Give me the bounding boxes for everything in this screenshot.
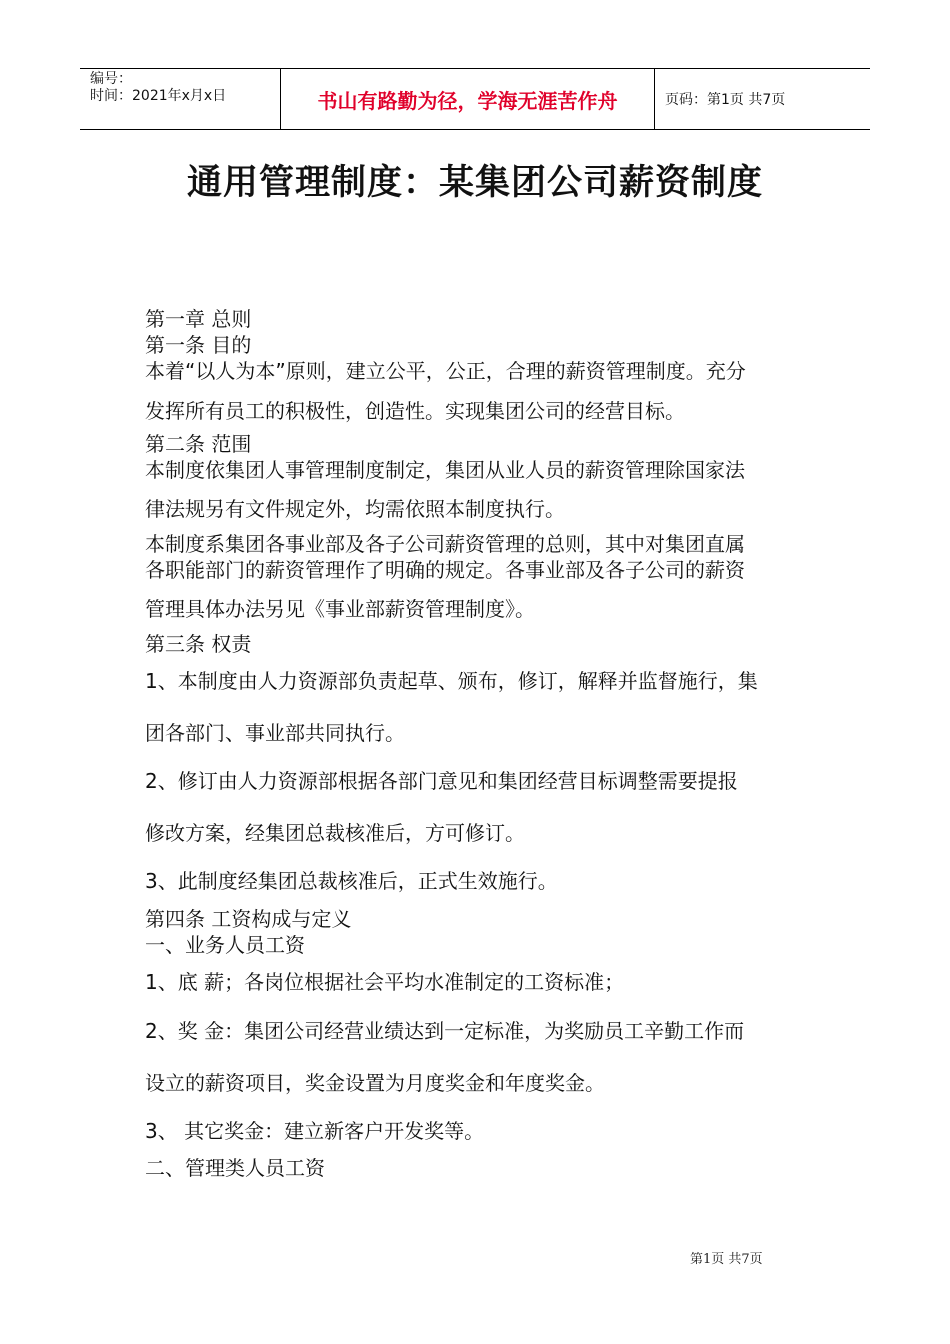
- article-heading: 第三条 权责: [145, 632, 252, 656]
- header-meta-cell: [80, 69, 281, 129]
- paragraph-line: 发挥所有员工的积极性，创造性。实现集团公司的经营目标。: [145, 399, 685, 423]
- page-footer: 第1页 共7页: [690, 1252, 763, 1267]
- date-label: 时间：2021年x月x日: [90, 88, 227, 104]
- list-item: 1、本制度由人力资源部负责起草、颁布，修订，解释并监督施行，集: [145, 669, 758, 693]
- header-motto: 书山有路勤为径，学海无涯苦作舟: [281, 69, 655, 129]
- article-heading: 第二条 范围: [145, 432, 252, 456]
- document-header: [80, 68, 870, 130]
- list-item-continuation: 团各部门、事业部共同执行。: [145, 721, 405, 745]
- article-heading: 第四条 工资构成与定义: [145, 907, 352, 931]
- paragraph-line: 律法规另有文件规定外，均需依照本制度执行。: [145, 497, 565, 521]
- paragraph-line: 本制度依集团人事管理制度制定，集团从业人员的薪资管理除国家法: [145, 458, 745, 482]
- section-heading: 一、业务人员工资: [145, 933, 305, 957]
- list-item-continuation: 设立的薪资项目，奖金设置为月度奖金和年度奖金。: [145, 1071, 605, 1095]
- paragraph-line: 管理具体办法另见《事业部薪资管理制度》。: [145, 597, 535, 621]
- list-item: 2、修订由人力资源部根据各部门意见和集团经营目标调整需要提报: [145, 769, 738, 793]
- article-heading: 第一条 目的: [145, 333, 252, 357]
- paragraph-line: 本着“以人为本”原则，建立公平，公正，合理的薪资管理制度。充分: [145, 359, 746, 383]
- list-item: 3、 其它奖金：建立新客户开发奖等。: [145, 1119, 485, 1143]
- paragraph-line: 各职能部门的薪资管理作了明确的规定。各事业部及各子公司的薪资: [145, 558, 745, 582]
- section-heading: 二、管理类人员工资: [145, 1156, 325, 1180]
- header-page-info: 页码：第1页 共7页: [665, 92, 786, 108]
- paragraph-line: 本制度系集团各事业部及各子公司薪资管理的总则，其中对集团直属: [145, 532, 745, 556]
- chapter-heading: 第一章 总则: [145, 307, 252, 331]
- serial-number-label: 编号：: [90, 71, 132, 87]
- list-item: 1、底 薪；各岗位根据社会平均水准制定的工资标准；: [145, 970, 625, 994]
- list-item: 3、此制度经集团总裁核准后，正式生效施行。: [145, 869, 558, 893]
- list-item-continuation: 修改方案，经集团总裁核准后，方可修订。: [145, 821, 525, 845]
- document-title: 通用管理制度：某集团公司薪资制度: [186, 163, 763, 203]
- list-item: 2、奖 金：集团公司经营业绩达到一定标准，为奖励员工辛勤工作而: [145, 1019, 745, 1043]
